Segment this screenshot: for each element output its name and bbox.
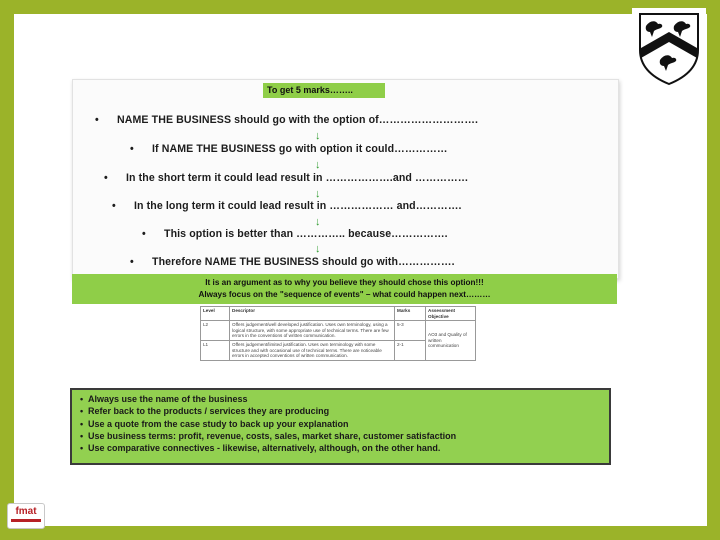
- step-5: • This option is better than ………….. because…………….: [142, 228, 448, 240]
- step-2: • If NAME THE BUSINESS go with option it could……………: [130, 143, 448, 155]
- bullet-icon: •: [130, 256, 134, 268]
- bullet-icon: •: [95, 114, 99, 126]
- list-item: • Use a quote from the case study to back up your explanation: [88, 418, 601, 430]
- list-item: • Use business terms: profit, revenue, costs, sales, market share, customer satisfaction: [88, 430, 601, 442]
- mark-scheme-table: [200, 306, 476, 361]
- list-item: • Use comparative connectives - likewise, alternatively, although, on the other hand.: [88, 442, 601, 454]
- marks-header: To get 5 marks……..: [263, 83, 385, 98]
- row-descriptor: Offers judgement/limited justification. Uses own terminology with some structure and with occasional use of technical terms. There are noticeable errors in accepted conventions of written communication.: [230, 340, 395, 360]
- down-arrow-icon: ↓: [315, 130, 321, 142]
- step-3: • In the short term it could lead result in ……………….and ……………: [104, 172, 469, 184]
- header-descriptor: Descriptor: [230, 307, 395, 321]
- row-level: L2: [201, 321, 230, 341]
- fmat-logo: [7, 503, 45, 529]
- step-1: • NAME THE BUSINESS should go with the option of……………………….: [95, 114, 479, 126]
- header-marks: Marks: [395, 307, 426, 321]
- logo-bar: [11, 519, 41, 522]
- row-objective: AO3 and Quality of written communication: [426, 321, 476, 361]
- bullet-icon: •: [112, 200, 116, 212]
- argument-line-2: Always focus on the "sequence of events" – what could happen next………: [198, 289, 491, 299]
- table-header-row: [201, 307, 476, 321]
- table-row: [201, 321, 476, 341]
- row-level: L1: [201, 340, 230, 360]
- down-arrow-icon: ↓: [315, 216, 321, 228]
- list-item: • Always use the name of the business: [88, 393, 601, 405]
- bullet-icon: •: [142, 228, 146, 240]
- down-arrow-icon: ↓: [315, 243, 321, 255]
- row-marks: 5-3: [395, 321, 426, 341]
- row-descriptor: Offers judgement/well developed justification. Uses own terminology, using a logical structure, with some appropriate use of technical terms. There are few errors in the conventions of written communication.: [230, 321, 395, 341]
- bullet-icon: •: [130, 143, 134, 155]
- header-level: Level: [201, 307, 230, 321]
- school-crest-logo: [632, 8, 706, 88]
- tips-box: [70, 388, 611, 465]
- row-marks: 2-1: [395, 340, 426, 360]
- down-arrow-icon: ↓: [315, 188, 321, 200]
- argument-line-1: It is an argument as to why you believe they should chose this option!!!: [205, 278, 484, 287]
- step-6: • Therefore NAME THE BUSINESS should go with…………….: [130, 256, 455, 268]
- argument-band: [72, 274, 617, 304]
- logo-text: fmat: [15, 506, 37, 517]
- list-item: • Refer back to the products / services they are producing: [88, 405, 601, 417]
- tips-list: [80, 393, 601, 454]
- step-4: • In the long term it could lead result in ……………… and………….: [112, 200, 462, 212]
- header-objective: Assessment Objective: [426, 307, 476, 321]
- bullet-icon: •: [104, 172, 108, 184]
- down-arrow-icon: ↓: [315, 159, 321, 171]
